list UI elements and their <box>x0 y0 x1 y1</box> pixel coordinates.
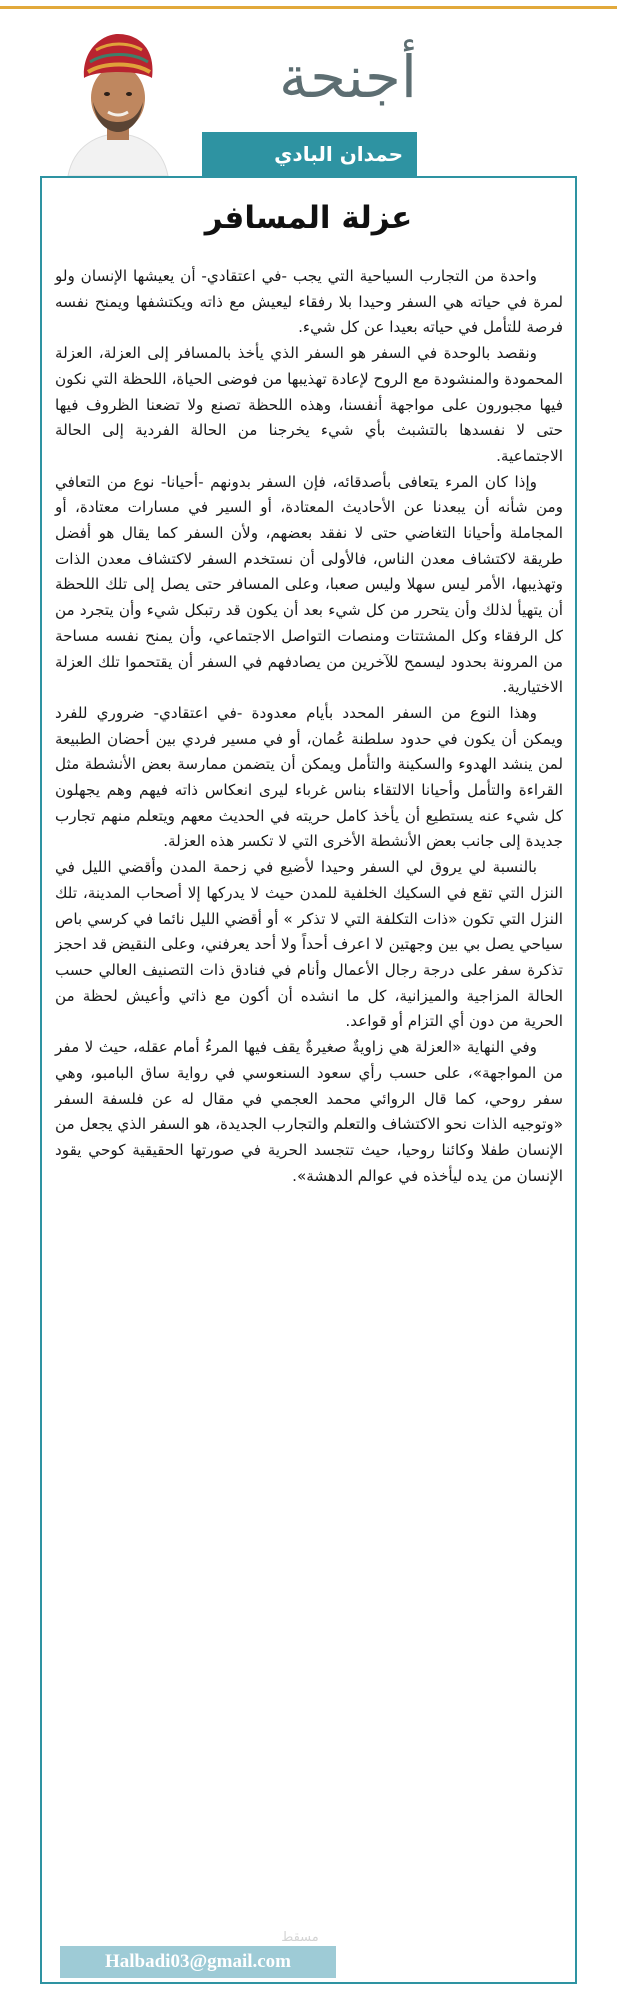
newspaper-watermark: مسقط <box>281 1930 319 1945</box>
author-name-bar <box>202 132 417 176</box>
article-paragraph: وهذا النوع من السفر المحدد بأيام معدودة -في اعتقادي- ضروري للفرد ويمكن أن يكون في حدود سلطنة عُمان، أو في مسير فردي بين أحضان الطبيعة لمن ينشد الهدوء والسكينة والتأمل ويمكن أن يتضمن ممارسة بعض الأنشطة مثل القراءة والتأمل وأحيانا الالتقاء بناس غرباء ليرى انعكاس ذاته فيهم وهم يجهلون كل شيء عنه يستطيع أن يأخذ كامل حريته في الحديث معهم ويتعلم منهم تجارب جديدة إلى جانب بعض الأنشطة الأخرى التي لا تكسر هذه العزلة. <box>55 703 563 851</box>
article-paragraph: ونقصد بالوحدة في السفر هو السفر الذي يأخذ بالمسافر إلى العزلة، العزلة المحمودة والمنشودة مع الروح لإعادة تهذيبها من فوضى الحياة، اللحظة التي نكون فيها مجبورون على مواجهة أنفسنا، وهذه اللحظة تصنع ولا تضعنا الظروف فيها حتى لا نفسدها بالتشبث بأي شيء يخرجنا من الحالة الفردية إلى الحالة الاجتماعية. <box>55 344 563 465</box>
author-email: Halbadi03@gmail.com <box>60 1946 336 1978</box>
article-body <box>55 264 563 1189</box>
top-rule <box>0 6 617 9</box>
article-paragraph: بالنسبة لي يروق لي السفر وحيدا لأضيع في زحمة المدن وأقضي الليل في النزل التي تقع في السكيك الخلفية للمدن حيث لا يدركها إلا أصحاب المدينة، تلك النزل التي تكون «ذات التكلفة التي لا تذكر » أو أقضي الليل نائما في كرسي باص سياحي يصل بي بين وجهتين لا اعرف أحداً ولا أحد يعرفني، وعلى النقيض قد احجز تذكرة سفر على درجة رجال الأعمال وأنام في فنادق ذات التصنيف العالي حسب الحالة المزاجية والميزانية، كل ما انشده أن أكون مع ذاتي وأعيش لحظة من الحرية من دون أي التزام أو قواعد. <box>55 858 563 1031</box>
article-title: عزلة المسافر <box>204 200 413 236</box>
article-paragraph: واحدة من التجارب السياحية التي يجب -في اعتقادي- أن يعيشها الإنسان ولو لمرة في حياته هي السفر وحيدا بلا رفقاء ليعيش مع ذاته ويكتشفها ويمنح نفسه فرصة للتأمل في حياته بعيدا عن كل شيء. <box>55 267 563 337</box>
column-header <box>0 20 617 180</box>
article-paragraph: وإذا كان المرء يتعافى بأصدقائه، فإن السفر بدونهم -أحيانا- نوع من التعافي ومن شأنه أن يبعدنا عن الأحاديث المعتادة، أو السير في مسارات معتادة، أو المجاملة وأحيانا التغاضي حتى لا نفقد بعضهم، ولأن السفر كما يقال هو أفضل طريقة لاكتشاف معدن الناس، فالأولى أن نستخدم السفر لاكتشاف معدن الذات وتهذيبها، الأمر ليس سهلا وليس صعبا، وعلى المسافر حتى يصل إلى تلك اللحظة أن يتهيأ لذلك وأن يتحرر من كل شيء بعد أن يكون قد رتبكل شيء وأن يتجرد من كل الرفقاء وكل المشتتات ومنصات التواصل الاجتماعي، وأن يمنح نفسه مساحة من المرونة بحدود ليسمح للآخرين من يصادفهم في السفر أن يقتحموا تلك العزلة الاختيارية. <box>55 472 563 697</box>
author-portrait <box>60 26 176 176</box>
author-name: حمدان البادي <box>274 142 403 166</box>
article-paragraph: وفي النهاية «العزلة هي زاويةٌ صغيرةٌ يقف فيها المرءُ أمام عقله، حيث لا مفر من المواجهة»، على حسب رأي سعود السنعوسي في رواية ساق البامبو، وهي سفر روحي، كما قال الروائي محمد العجمي في مقال له عن فلسفة السفر «وتوجيه الذات نحو الاكتشاف والتعلم والتجارب الجديدة، هو السفر الذي يجعل من الإنسان طفلا وكائنا روحيا، حيث تتجسد الحرية في صورتها الحقيقية كوحي يقود الإنسان من يده ليأخذه في عوالم الدهشة». <box>55 1038 563 1185</box>
column-name: أجنحة <box>278 43 417 111</box>
